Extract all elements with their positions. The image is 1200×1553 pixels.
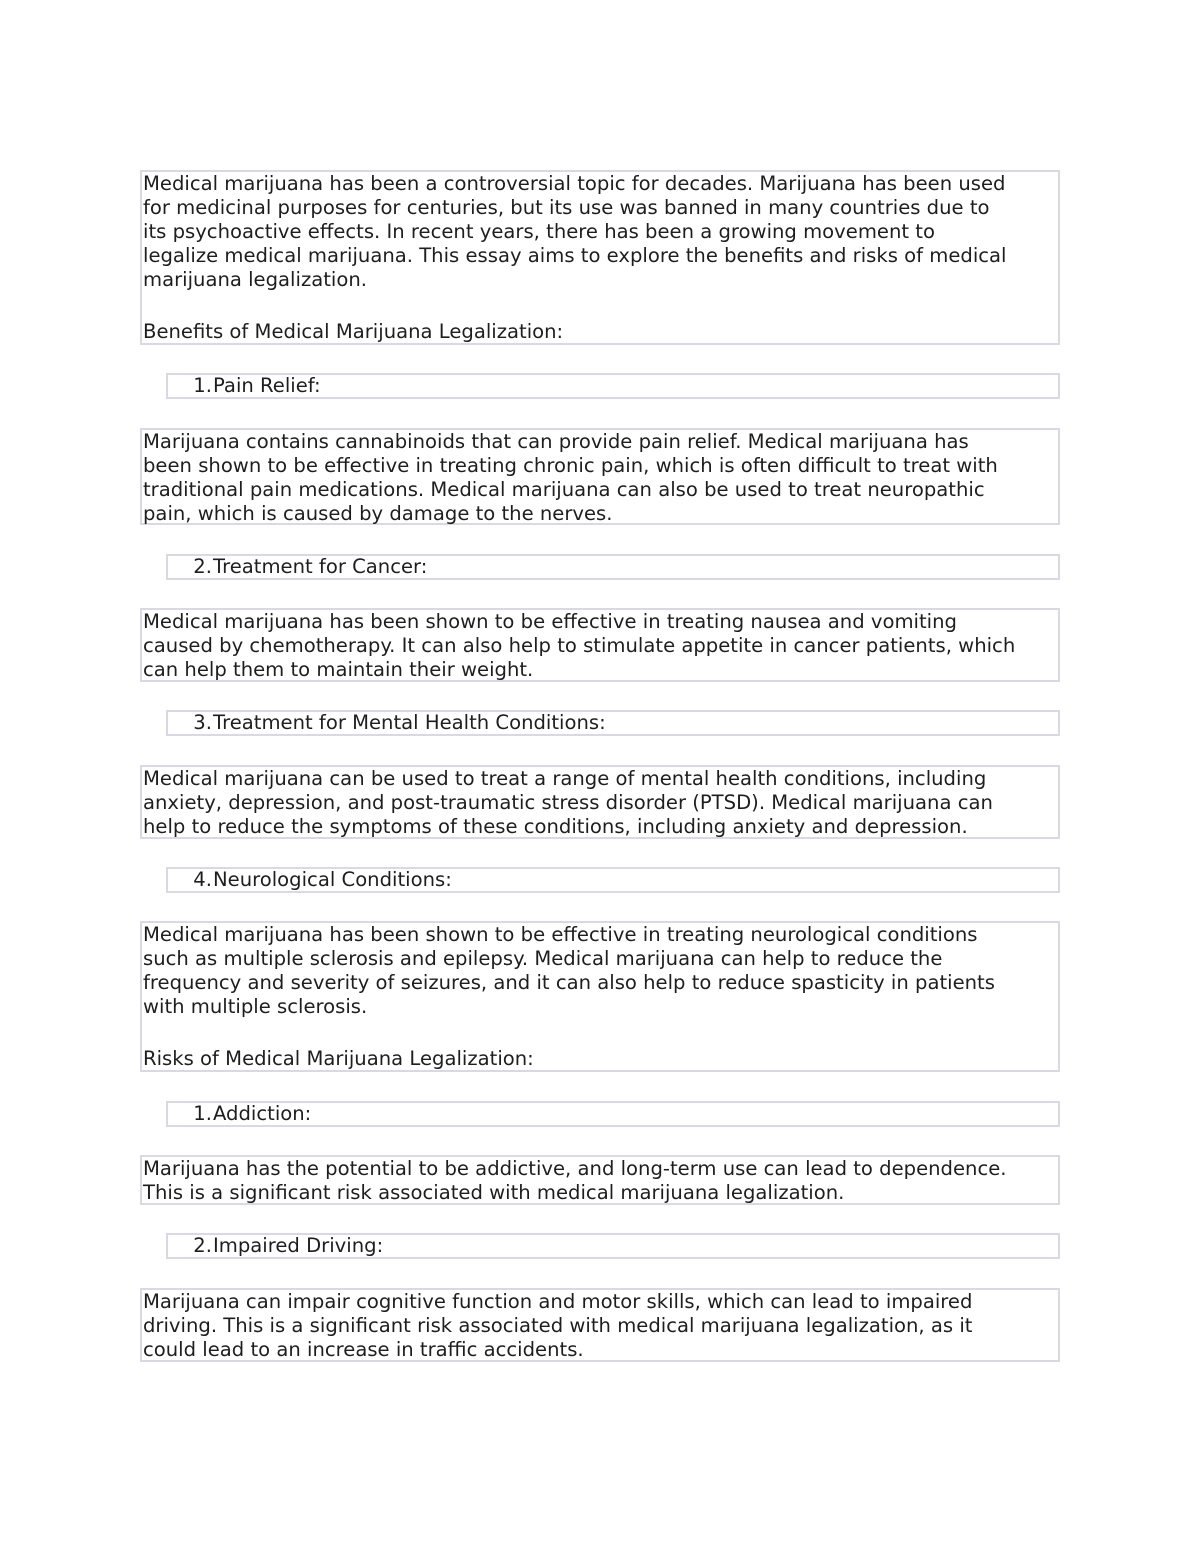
benefit-item-4 xyxy=(166,867,1060,893)
benefits-heading: Benefits of Medical Marijuana Legalization: xyxy=(143,320,564,343)
benefit-paragraph-3 xyxy=(140,765,1060,839)
paragraph-text: Medical marijuana can be used to treat a range of mental health conditions, including anxiety, depression, and post-traumatic stress disorder (PTSD). Medical marijuana can help to reduce the symptoms of these conditions, including anxiety and depression. xyxy=(143,767,993,838)
list-number: 2. xyxy=(193,555,212,578)
paragraph-text: Marijuana has the potential to be addictive, and long-term use can lead to dependence. This is a significant risk associated with medical marijuana legalization. xyxy=(143,1157,1007,1204)
list-number: 2. xyxy=(193,1234,212,1257)
benefit-item-2 xyxy=(166,554,1060,580)
risks-heading: Risks of Medical Marijuana Legalization: xyxy=(143,1047,534,1070)
intro-block xyxy=(140,170,1060,345)
benefit-item-1 xyxy=(166,373,1060,399)
paragraph-text: Medical marijuana has been shown to be effective in treating neurological conditions such as multiple sclerosis and epilepsy. Medical marijuana can help to reduce the frequency and severity of seizures, and it can also help to reduce spasticity in patients with multiple sclerosis. xyxy=(143,923,995,1018)
list-title: Neurological Conditions: xyxy=(213,868,452,891)
list-title: Addiction: xyxy=(213,1102,312,1125)
paragraph-text: Marijuana can impair cognitive function and motor skills, which can lead to impaired driving. This is a significant risk associated with medical marijuana legalization, as it could lead to an increase in traffic accidents. xyxy=(143,1290,973,1361)
list-number: 3. xyxy=(193,711,212,734)
benefit-paragraph-2 xyxy=(140,608,1060,682)
list-title: Pain Relief: xyxy=(213,374,321,397)
intro-paragraph: Medical marijuana has been a controversial topic for decades. Marijuana has been used for medicinal purposes for centuries, but its use was banned in many countries due to its psychoactive effects. In recent years, there has been a growing movement to legalize medical marijuana. This essay aims to explore the benefits and risks of medical marijuana legalization. xyxy=(143,172,1007,291)
paragraph-text: Marijuana contains cannabinoids that can provide pain relief. Medical marijuana has been shown to be effective in treating chronic pain, which is often difficult to treat with traditional pain medications. Medical marijuana can also be used to treat neuropathic pain, which is caused by damage to the nerves. xyxy=(143,430,998,525)
benefit-item-3 xyxy=(166,710,1060,736)
list-number: 4. xyxy=(193,868,212,891)
list-number: 1. xyxy=(193,1102,212,1125)
benefit-paragraph-4 xyxy=(140,921,1060,1072)
risk-paragraph-2 xyxy=(140,1288,1060,1362)
list-number: 1. xyxy=(193,374,212,397)
paragraph-text: Medical marijuana has been shown to be effective in treating nausea and vomiting caused by chemotherapy. It can also help to stimulate appetite in cancer patients, which can help them to maintain their weight. xyxy=(143,610,1016,681)
benefit-paragraph-1 xyxy=(140,428,1060,525)
list-title: Treatment for Mental Health Conditions: xyxy=(213,711,606,734)
risk-item-1 xyxy=(166,1101,1060,1127)
risk-item-2 xyxy=(166,1233,1060,1259)
risk-paragraph-1 xyxy=(140,1155,1060,1205)
list-title: Impaired Driving: xyxy=(213,1234,384,1257)
list-title: Treatment for Cancer: xyxy=(213,555,428,578)
